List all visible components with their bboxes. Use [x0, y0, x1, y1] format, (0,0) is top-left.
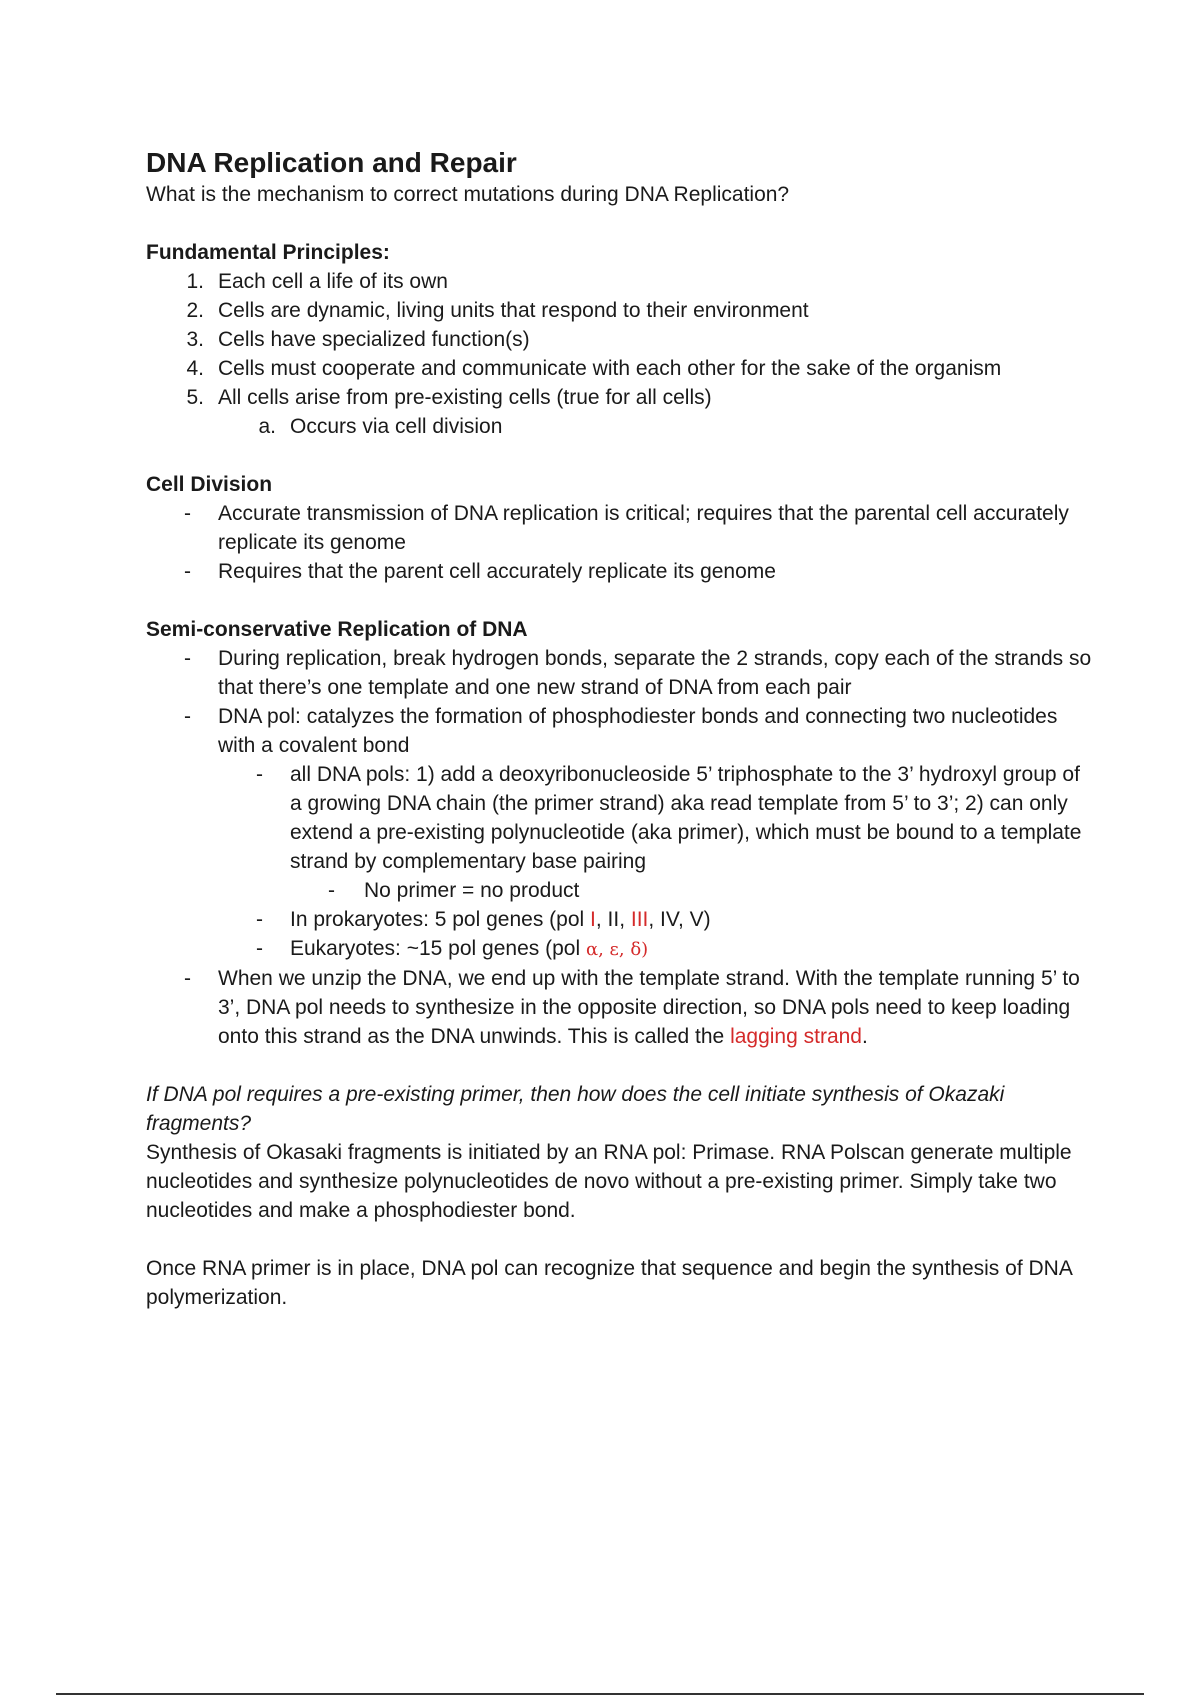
item-text: Cells must cooperate and communicate with each other for the sake of the organism	[218, 357, 1002, 380]
item-number: 1.	[186, 270, 204, 293]
item-number: 4.	[186, 357, 204, 380]
bullet-text: DNA pol: catalyzes the formation of phosphodiester bonds and connecting two nucleotides with a covalent bond	[218, 705, 1058, 757]
bullet-item	[146, 499, 1096, 557]
item-text: Cells have specialized function(s)	[218, 328, 530, 351]
dash-bullet: -	[184, 967, 191, 990]
greek-pol-highlight: α, ε, δ)	[585, 939, 649, 960]
item-number: 2.	[186, 299, 204, 322]
sub-item-text: Occurs via cell division	[290, 415, 503, 438]
cell-division-heading: Cell Division	[146, 473, 273, 496]
bullet-text: During replication, break hydrogen bonds, separate the 2 strands, copy each of the strands so that there’s one template and one new strand of DNA from each pair	[218, 647, 1092, 699]
dash-bullet: -	[184, 560, 191, 583]
item-number: 5.	[186, 386, 204, 409]
item-text: Cells are dynamic, living units that respond to their environment	[218, 299, 809, 322]
document-page	[146, 146, 1096, 1312]
bullet-item	[146, 702, 1096, 760]
list-item	[146, 383, 1096, 412]
sub-sub-bullet-item	[146, 876, 1096, 905]
sub-bullet-item	[146, 905, 1096, 934]
semi-conservative-section	[146, 615, 1096, 1051]
dash-bullet: -	[256, 763, 263, 786]
item-text: All cells arise from pre-existing cells (true for all cells)	[218, 386, 712, 409]
dash-bullet: -	[256, 908, 263, 931]
list-item	[146, 296, 1096, 325]
dash-bullet: -	[256, 937, 263, 960]
closing-paragraph: Once RNA primer is in place, DNA pol can recognize that sequence and begin the synthesis of DNA polymerization.	[146, 1257, 1072, 1309]
principles-list	[146, 267, 1096, 412]
dash-bullet: -	[184, 502, 191, 525]
okazaki-question: If DNA pol requires a pre-existing primer, then how does the cell initiate synthesis of Okazaki fragments?	[146, 1083, 1005, 1135]
sub-item-letter: a.	[258, 415, 276, 438]
lagging-strand-text	[218, 967, 1080, 1048]
principles-heading: Fundamental Principles:	[146, 241, 390, 264]
principles-section	[146, 238, 1096, 441]
bottom-divider	[56, 1693, 1144, 1695]
dash-bullet: -	[184, 705, 191, 728]
prokaryote-prefix: In prokaryotes: 5 pol genes (pol	[290, 908, 591, 931]
list-item	[146, 354, 1096, 383]
page-title: DNA Replication and Repair	[146, 147, 517, 178]
bullet-end: .	[862, 1025, 868, 1048]
sub-list-item	[146, 412, 1096, 441]
semi-conservative-heading: Semi-conservative Replication of DNA	[146, 618, 528, 641]
pol-i-highlight: I	[590, 908, 596, 931]
list-item	[146, 267, 1096, 296]
cell-division-section	[146, 470, 1096, 586]
sub-bullet-item	[146, 760, 1096, 876]
item-number: 3.	[186, 328, 204, 351]
eukaryote-text	[290, 937, 648, 960]
prokaryote-separator: , II,	[595, 908, 631, 931]
bullet-item	[146, 557, 1096, 586]
bullet-text: When we unzip the DNA, we end up with the template strand. With the template running 5’ to 3’, DNA pol needs to synthesize in the opposite direction, so DNA pols need to keep loading onto this strand as the DNA unwinds. This is called the	[218, 967, 1080, 1048]
okazaki-section	[146, 1080, 1096, 1225]
bullet-text: No primer = no product	[364, 879, 580, 902]
dash-bullet: -	[328, 879, 335, 902]
eukaryote-prefix: Eukaryotes: ~15 pol genes (pol	[290, 937, 586, 960]
pol-iii-highlight: III	[630, 908, 649, 931]
bullet-text: all DNA pols: 1) add a deoxyribonucleoside 5’ triphosphate to the 3’ hydroxyl group of a growing DNA chain (the primer strand) aka read template from 5’ to 3’; 2) can only extend a pre-existing polynucleotide (aka primer), which must be bound to a template strand by complementary base pairing	[290, 763, 1082, 873]
okazaki-answer: Synthesis of Okasaki fragments is initiated by an RNA pol: Primase. RNA Polscan generate multiple nucleotides and synthesize polynucleotides de novo without a pre-existing primer. Simply take two nucleotides and make a phosphodiester bond.	[146, 1141, 1072, 1222]
prokaryote-text	[290, 908, 711, 931]
lagging-strand-highlight: lagging strand	[730, 1025, 862, 1048]
list-item	[146, 325, 1096, 354]
sub-bullet-item	[146, 934, 1096, 964]
page-subtitle: What is the mechanism to correct mutations during DNA Replication?	[146, 183, 790, 206]
bullet-text: Requires that the parent cell accurately replicate its genome	[218, 560, 776, 583]
dash-bullet: -	[184, 647, 191, 670]
prokaryote-suffix: , IV, V)	[648, 908, 711, 931]
bullet-text: Accurate transmission of DNA replication is critical; requires that the parental cell accurately replicate its genome	[218, 502, 1069, 554]
item-text: Each cell a life of its own	[218, 270, 448, 293]
bullet-item	[146, 964, 1096, 1051]
bullet-item	[146, 644, 1096, 702]
